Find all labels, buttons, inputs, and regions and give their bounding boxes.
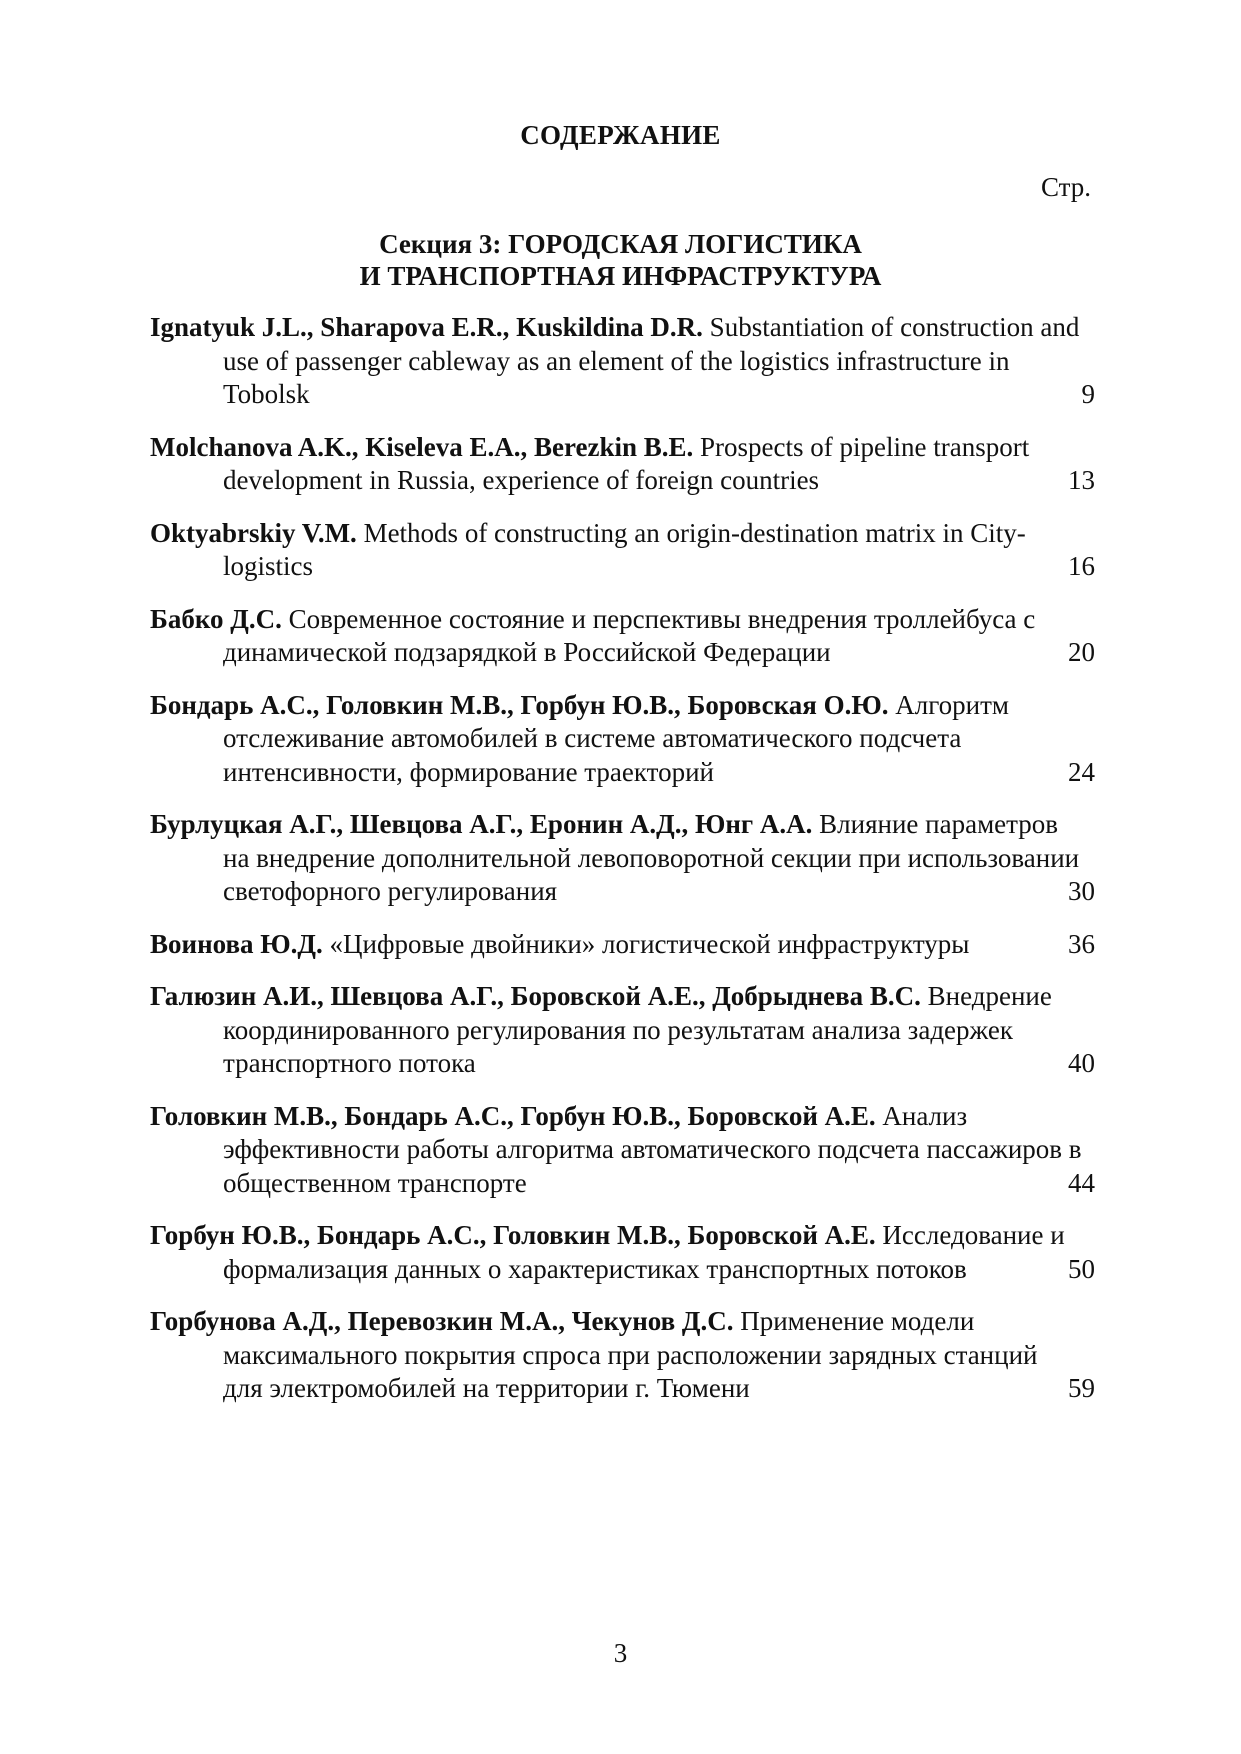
toc-entry-authors: Воинова Ю.Д. xyxy=(150,928,323,959)
toc-entry[interactable] xyxy=(150,1100,1095,1201)
toc-entry-page: 24 xyxy=(1068,756,1095,787)
page-title: СОДЕРЖАНИЕ xyxy=(520,120,721,150)
toc-entry-authors: Бабко Д.С. xyxy=(150,603,282,634)
table-of-contents xyxy=(150,311,1095,1425)
toc-entry-authors: Бондарь А.С., Головкин М.В., Горбун Ю.В., Боровская О.Ю. xyxy=(150,689,889,720)
toc-entry-page: 13 xyxy=(1068,465,1095,495)
toc-entry-title: Prospects of pipeline transport development in Russia, experience of foreign countries xyxy=(223,431,1030,495)
toc-entry-page: 59 xyxy=(1068,1373,1095,1403)
toc-entry-authors: Горбун Ю.В., Бондарь А.С., Головкин М.В., Боровской А.Е. xyxy=(150,1220,876,1250)
toc-entry-text xyxy=(150,980,1083,1081)
toc-entry-page: 36 xyxy=(1068,928,1095,959)
toc-entry-authors: Головкин М.В., Бондарь А.С., Горбун Ю.В., Боровской А.Е. xyxy=(150,1100,876,1131)
toc-entry[interactable] xyxy=(150,603,1095,670)
toc-entry-page: 40 xyxy=(1068,1048,1095,1078)
toc-entry[interactable] xyxy=(150,1219,1095,1286)
toc-entry-title: Применение модели максимального покрытия спроса при расположении зарядных станций для электромобилей на территории г. Тюмени xyxy=(223,1306,1038,1403)
toc-entry-authors: Галюзин А.И., Шевцова А.Г., Боровской А.Е., Добрыднева В.С. xyxy=(150,981,921,1011)
toc-entry-text xyxy=(150,689,1083,790)
toc-entry[interactable] xyxy=(150,928,1095,962)
toc-entry[interactable] xyxy=(150,431,1095,498)
toc-entry-text xyxy=(150,517,1083,584)
toc-entry-text xyxy=(150,431,1083,498)
toc-entry[interactable] xyxy=(150,689,1095,790)
toc-entry-title: Анализ эффективности работы алгоритма автоматического подсчета пассажиров в общественном транспорте xyxy=(223,1100,1082,1198)
toc-entry-authors: Ignatyuk J.L., Sharapova E.R., Kuskildina D.R. xyxy=(150,312,703,342)
toc-entry-title: Methods of constructing an origin-destination matrix in City-logistics xyxy=(223,517,1026,581)
toc-entry-title: «Цифровые двойники» логистической инфраструктуры xyxy=(329,928,970,959)
toc-entry-page: 20 xyxy=(1068,637,1095,667)
toc-entry-text xyxy=(150,808,1083,909)
section-heading-line-2: И ТРАНСПОРТНАЯ ИНФРАСТРУКТУРА xyxy=(359,261,882,291)
toc-entry[interactable] xyxy=(150,311,1095,412)
toc-entry-page: 50 xyxy=(1068,1253,1095,1284)
toc-entry-page: 30 xyxy=(1068,876,1095,906)
toc-entry-text xyxy=(150,1219,1083,1286)
section-heading xyxy=(0,228,1241,292)
toc-entry[interactable] xyxy=(150,517,1095,584)
toc-entry[interactable] xyxy=(150,980,1095,1081)
toc-entry[interactable] xyxy=(150,808,1095,909)
toc-entry-title: Substantiation of construction and use of passenger cableway as an element of the logistics infrastructure in Tobolsk xyxy=(223,312,1080,409)
pages-column-label: Стр. xyxy=(1040,172,1091,202)
toc-entry-text xyxy=(150,928,1083,962)
toc-entry-title: Исследование и формализация данных о характеристиках транспортных потоков xyxy=(223,1220,1065,1284)
toc-entry-authors: Бурлуцкая А.Г., Шевцова А.Г., Еронин А.Д., Юнг А.А. xyxy=(150,809,813,839)
toc-entry-authors: Oktyabrskiy V.M. xyxy=(150,517,357,548)
section-heading-line-1: Секция 3: ГОРОДСКАЯ ЛОГИСТИКА xyxy=(379,229,862,259)
toc-entry-title: Внедрение координированного регулирования по результатам анализа задержек транспортного потока xyxy=(223,981,1052,1078)
toc-entry[interactable] xyxy=(150,1305,1095,1406)
toc-entry-page: 44 xyxy=(1068,1167,1095,1198)
toc-entry-text xyxy=(150,311,1083,412)
footer-page-number: 3 xyxy=(613,1638,628,1668)
toc-entry-title: Влияние параметров на внедрение дополнительной левоповоротной секции при использовании светофорного регулирования xyxy=(223,809,1080,906)
toc-entry-page: 16 xyxy=(1068,551,1095,581)
toc-entry-title: Алгоритм отслеживание автомобилей в системе автоматического подсчета интенсивности, формирование траекторий xyxy=(223,689,1010,787)
toc-entry-page: 9 xyxy=(1081,379,1095,409)
toc-entry-text xyxy=(150,603,1083,670)
toc-entry-authors: Горбунова А.Д., Перевозкин М.А., Чекунов Д.С. xyxy=(150,1306,734,1336)
toc-entry-authors: Molchanova A.K., Kiseleva E.A., Berezkin B.E. xyxy=(150,431,694,462)
toc-entry-text xyxy=(150,1100,1083,1201)
toc-entry-title: Современное состояние и перспективы внедрения троллейбуса с динамической подзарядкой в Российской Федерации xyxy=(223,603,1036,667)
toc-entry-text xyxy=(150,1305,1083,1406)
